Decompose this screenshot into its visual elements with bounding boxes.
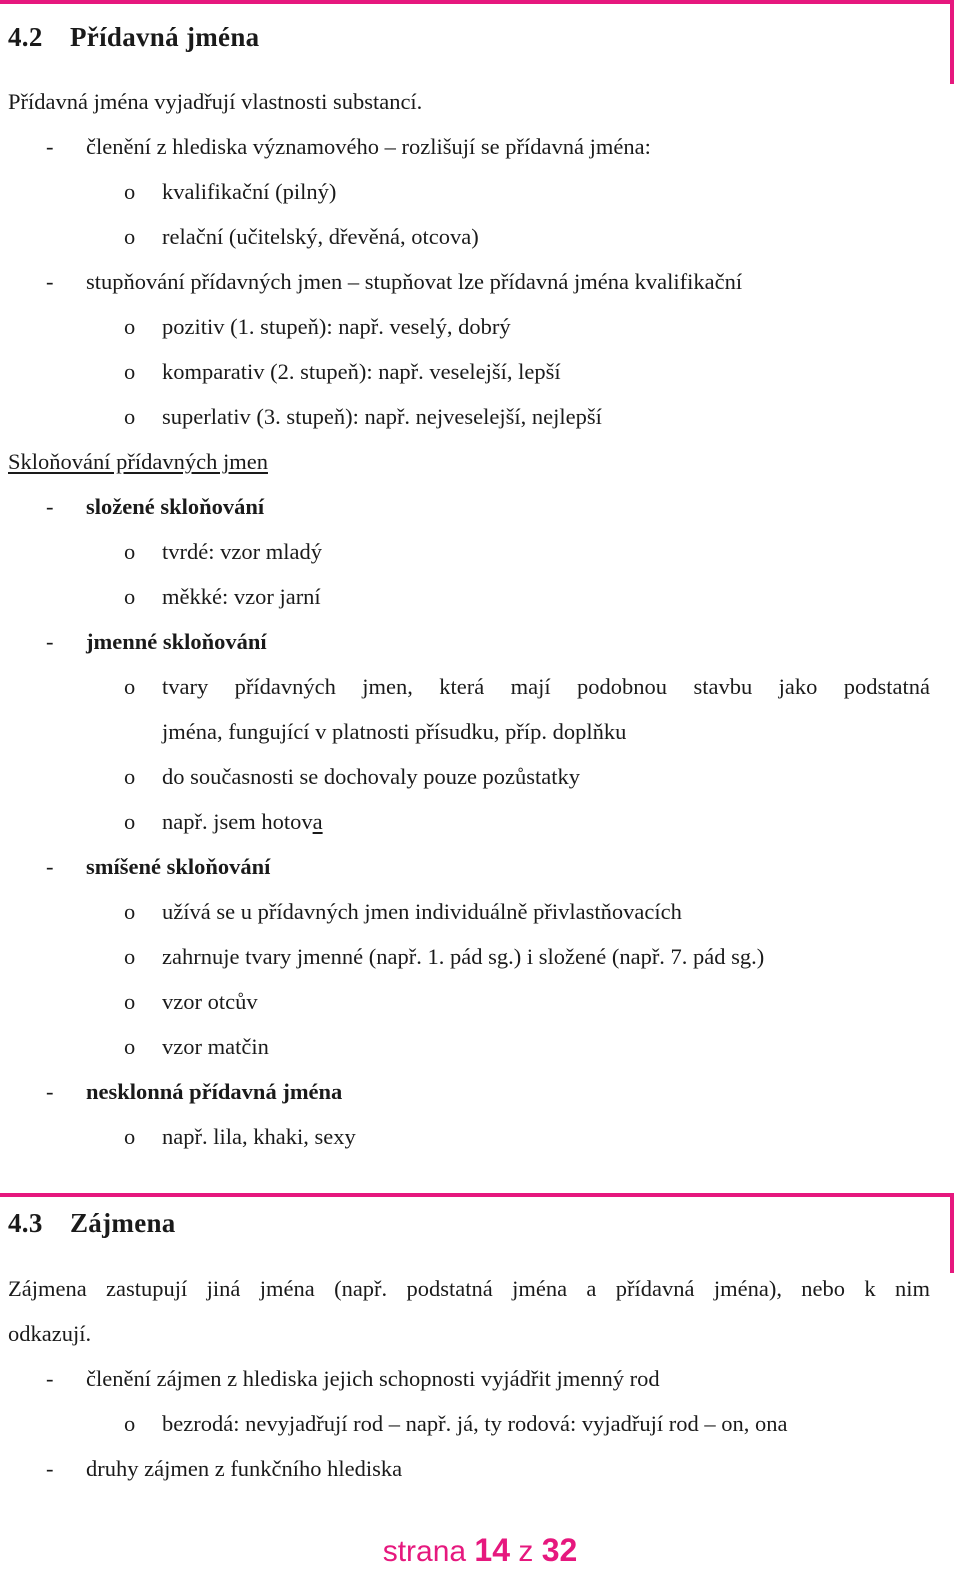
bullet-marker: o xyxy=(124,989,136,1014)
bullet-marker: o xyxy=(124,179,136,204)
sub-list-item-text: měkké: vzor jarní xyxy=(162,584,321,609)
dash-marker: - xyxy=(46,854,54,879)
sub-list-item-text: užívá se u přídavných jmen individuálně přivlastňovacích xyxy=(162,899,682,924)
dash-marker: - xyxy=(46,1079,54,1104)
section-heading-4-2 xyxy=(8,22,259,53)
bullet-marker: o xyxy=(124,584,136,609)
section-intro: Zájmena zastupují jiná jména (např. podstatná jména a přídavná jména), nebo k nim xyxy=(8,1276,930,1301)
list-item-text: složené skloňování xyxy=(86,494,265,519)
bullet-marker: o xyxy=(124,314,136,339)
section-rule xyxy=(0,1193,952,1197)
section-number: 4.3 xyxy=(8,1208,43,1238)
section-intro-continuation: odkazují. xyxy=(8,1321,92,1346)
sub-list-item-text: vzor matčin xyxy=(162,1034,269,1059)
dash-marker: - xyxy=(46,1366,54,1391)
sub-list-item-text: vzor otcův xyxy=(162,989,258,1014)
sub-list-item-text: např. lila, khaki, sexy xyxy=(162,1124,356,1149)
subheading: Skloňování přídavných jmen xyxy=(8,449,268,474)
section-rule-vertical xyxy=(950,1193,954,1273)
bullet-marker: o xyxy=(124,674,136,699)
top-rule-vertical xyxy=(950,0,954,84)
list-item-text: druhy zájmen z funkčního hlediska xyxy=(86,1456,403,1481)
bullet-marker: o xyxy=(124,944,136,969)
bullet-marker: o xyxy=(124,1411,136,1436)
sub-list-item-text: tvrdé: vzor mladý xyxy=(162,539,322,564)
sub-list-item-text: tvary přídavných jmen, která mají podobnou stavbu jako podstatná xyxy=(162,674,930,699)
sub-list-item-text: kvalifikační (pilný) xyxy=(162,179,337,204)
list-item-text: členění z hlediska významového – rozlišují se přídavná jména: xyxy=(86,134,651,159)
bullet-marker: o xyxy=(124,539,136,564)
sub-list-item-continuation: jména, fungující v platnosti přísudku, příp. doplňku xyxy=(162,719,627,744)
dash-marker: - xyxy=(46,494,54,519)
footer-total-pages: 32 xyxy=(541,1532,578,1568)
bullet-marker: o xyxy=(124,899,136,924)
list-item-text: nesklonná přídavná jména xyxy=(86,1079,343,1104)
bullet-marker: o xyxy=(124,404,136,429)
example-text: např. jsem hotov xyxy=(162,809,313,834)
section-number: 4.2 xyxy=(8,22,43,52)
dash-marker: - xyxy=(46,269,54,294)
footer-prefix: strana xyxy=(382,1535,467,1568)
footer-middle: z xyxy=(518,1535,534,1568)
section-heading-4-3 xyxy=(8,1208,176,1239)
dash-marker: - xyxy=(46,134,54,159)
section-title: Zájmena xyxy=(70,1208,176,1238)
list-item-text: jmenné skloňování xyxy=(86,629,267,654)
list-item-text: členění zájmen z hlediska jejich schopnosti vyjádřit jmenný rod xyxy=(86,1366,660,1391)
sub-list-item-text: relační (učitelský, dřevěná, otcova) xyxy=(162,224,479,249)
section-intro: Přídavná jména vyjadřují vlastnosti substancí. xyxy=(8,89,423,114)
footer-page-number: 14 xyxy=(474,1532,511,1568)
sub-list-item-text xyxy=(162,808,323,836)
sub-list-item-text: do současnosti se dochovaly pouze pozůstatky xyxy=(162,764,581,789)
sub-list-item-text: superlativ (3. stupeň): např. nejveselejší, nejlepší xyxy=(162,404,602,429)
sub-list-item-text: bezrodá: nevyjadřují rod – např. já, ty rodová: vyjadřují rod – on, ona xyxy=(162,1411,788,1436)
section-title: Přídavná jména xyxy=(70,22,260,52)
dash-marker: - xyxy=(46,629,54,654)
bullet-marker: o xyxy=(124,1124,136,1149)
bullet-marker: o xyxy=(124,1034,136,1059)
bullet-marker: o xyxy=(124,764,136,789)
page-footer xyxy=(0,1532,960,1569)
bullet-marker: o xyxy=(124,359,136,384)
list-item-text: smíšené skloňování xyxy=(86,854,271,879)
sub-list-item-text: zahrnuje tvary jmenné (např. 1. pád sg.) i složené (např. 7. pád sg.) xyxy=(162,944,765,969)
list-item-text: stupňování přídavných jmen – stupňovat lze přídavná jména kvalifikační xyxy=(86,269,743,294)
top-rule xyxy=(0,0,952,4)
bullet-marker: o xyxy=(124,809,136,834)
sub-list-item-text: pozitiv (1. stupeň): např. veselý, dobrý xyxy=(162,314,511,339)
bullet-marker: o xyxy=(124,224,136,249)
dash-marker: - xyxy=(46,1456,54,1481)
underlined-ending: a xyxy=(312,809,323,834)
sub-list-item-text: komparativ (2. stupeň): např. veselejší, lepší xyxy=(162,359,561,384)
